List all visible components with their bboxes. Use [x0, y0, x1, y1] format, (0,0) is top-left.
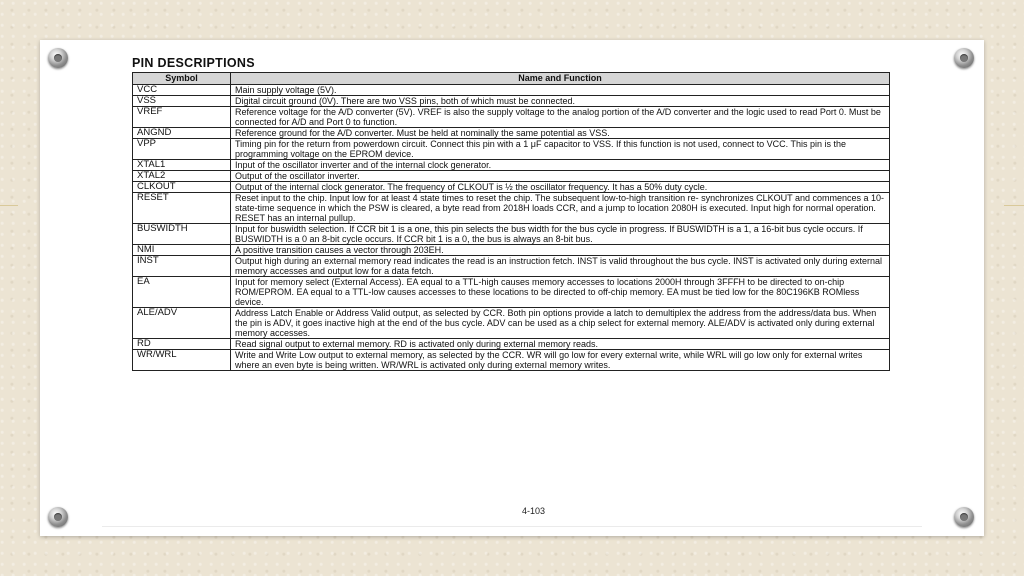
pin-function: Write and Write Low output to external memory, as selected by the CCR. WR will go low for every external write, while WRL will go low only for external writes where an even byte is being written. WR/WRL is activated only during external memory writes. [231, 350, 890, 371]
pin-description-table [132, 72, 890, 371]
column-header-symbol: Symbol [133, 73, 231, 85]
bottom-divider [102, 526, 922, 527]
table-row [133, 96, 890, 107]
table-row [133, 107, 890, 128]
pin-function: Read signal output to external memory. RD is activated only during external memory reads. [231, 339, 890, 350]
table-row [133, 171, 890, 182]
table-row [133, 224, 890, 245]
pin-function: Main supply voltage (5V). [231, 85, 890, 96]
pin-function: Output of the oscillator inverter. [231, 171, 890, 182]
pin-function: Reference voltage for the A/D converter (5V). VREF is also the supply voltage to the analog portion of the A/D converter and the logic used to read Port 0. Must be connected for A/D and Port 0 to function. [231, 107, 890, 128]
document-title: PIN DESCRIPTIONS [132, 56, 255, 70]
pin-symbol: BUSWIDTH [133, 224, 231, 245]
pin-symbol: ALE/ADV [133, 308, 231, 339]
page-number: 4-103 [522, 506, 546, 516]
table-row [133, 350, 890, 371]
pushpin-icon [954, 48, 974, 68]
pin-function: A positive transition causes a vector through 203EH. [231, 245, 890, 256]
pin-function: Digital circuit ground (0V). There are two VSS pins, both of which must be connected. [231, 96, 890, 107]
right-decor-line [1004, 205, 1024, 206]
slide-card [40, 40, 984, 536]
table-row [133, 139, 890, 160]
table-row [133, 339, 890, 350]
pin-function: Output high during an external memory read indicates the read is an instruction fetch. INST is valid throughout the bus cycle. INST is activated only during external memory accesses and output low for a data fetch. [231, 256, 890, 277]
table-row [133, 256, 890, 277]
column-header-function: Name and Function [231, 73, 890, 85]
pin-function: Timing pin for the return from powerdown circuit. Connect this pin with a 1 μF capacitor to VSS. If this function is not used, connect to VCC. This pin is the programming voltage on the EPROM device. [231, 139, 890, 160]
datasheet-page [132, 56, 890, 371]
pin-function: Input of the oscillator inverter and of the internal clock generator. [231, 160, 890, 171]
pin-symbol: VPP [133, 139, 231, 160]
pin-function: Address Latch Enable or Address Valid output, as selected by CCR. Both pin options provide a latch to demultiplex the address from the address/data bus. When the pin is ADV, it goes inactive high at the end of the bus cycle. ADV can be used as a chip select for external memory. ALE/ADV is activated only during external memory accesses. [231, 308, 890, 339]
pin-symbol: XTAL1 [133, 160, 231, 171]
pin-function: Reference ground for the A/D converter. Must be held at nominally the same potential as VSS. [231, 128, 890, 139]
pin-symbol: INST [133, 256, 231, 277]
pin-symbol: NMI [133, 245, 231, 256]
table-header-row [133, 73, 890, 85]
pin-symbol: RESET [133, 193, 231, 224]
pin-symbol: VREF [133, 107, 231, 128]
pin-symbol: XTAL2 [133, 171, 231, 182]
pushpin-icon [954, 507, 974, 527]
table-row [133, 128, 890, 139]
table-row [133, 160, 890, 171]
table-row [133, 308, 890, 339]
pin-symbol: CLKOUT [133, 182, 231, 193]
pin-symbol: RD [133, 339, 231, 350]
pin-function: Reset input to the chip. Input low for at least 4 state times to reset the chip. The subsequent low-to-high transition re- synchronizes CLKOUT and commences a 10-state-time sequence in which the PSW is cleared, a byte read from 2018H loads CCR, and a jump to location 2080H is executed. Input high for normal operation. RESET has an internal pullup. [231, 193, 890, 224]
pushpin-icon [48, 48, 68, 68]
pushpin-icon [48, 507, 68, 527]
pin-function: Output of the internal clock generator. The frequency of CLKOUT is ½ the oscillator frequency. It has a 50% duty cycle. [231, 182, 890, 193]
pin-symbol: EA [133, 277, 231, 308]
table-row [133, 277, 890, 308]
left-decor-line [0, 205, 18, 206]
pin-function: Input for memory select (External Access). EA equal to a TTL-high causes memory accesses to locations 2000H through 3FFFH to be directed to on-chip ROM/EPROM. EA equal to a TTL-low causes accesses to these locations to be directed to off-chip memory. EA must be tied low for the 80C196KB ROMless device. [231, 277, 890, 308]
table-row [133, 245, 890, 256]
pin-symbol: ANGND [133, 128, 231, 139]
table-row [133, 182, 890, 193]
pin-function: Input for buswidth selection. If CCR bit 1 is a one, this pin selects the bus width for the bus cycle in progress. If BUSWIDTH is a 1, a 16-bit bus cycle occurs. If BUSWIDTH is a 0 an 8-bit cycle occurs. If CCR bit 1 is a 0, the bus is always an 8-bit bus. [231, 224, 890, 245]
table-row [133, 85, 890, 96]
pin-symbol: VSS [133, 96, 231, 107]
pin-symbol: WR/WRL [133, 350, 231, 371]
pin-symbol: VCC [133, 85, 231, 96]
table-row [133, 193, 890, 224]
